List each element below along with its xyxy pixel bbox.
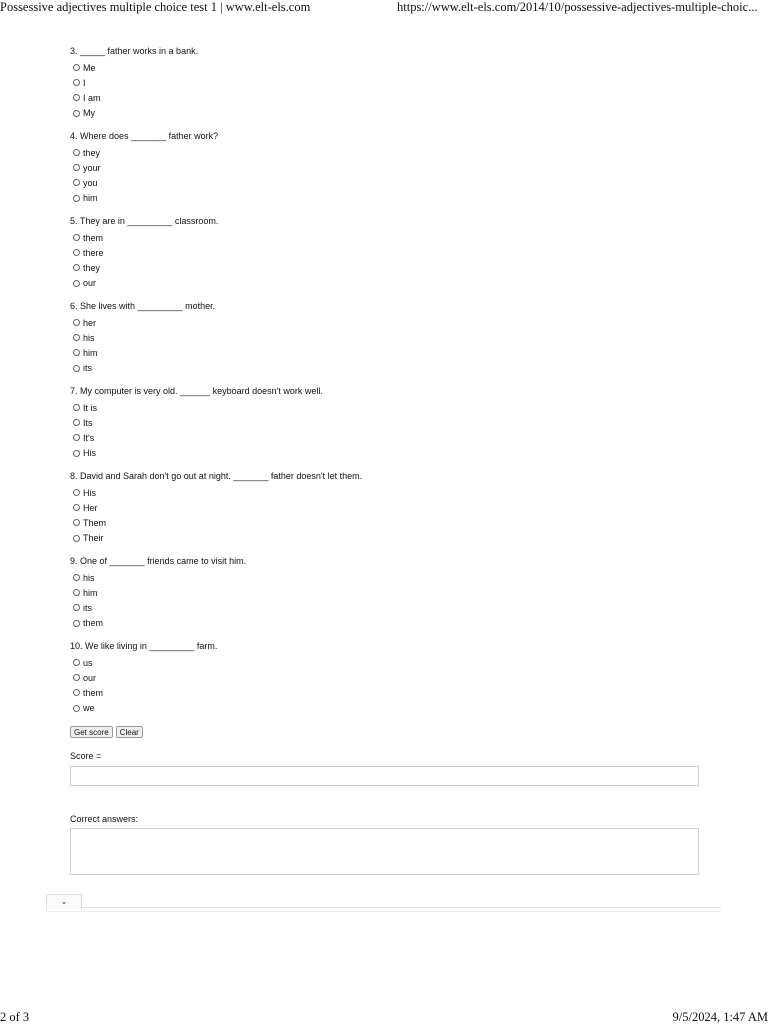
question-6 <box>70 300 710 385</box>
radio-button[interactable] <box>73 674 80 681</box>
question-text: 10. We like living in _________ farm. <box>70 640 710 655</box>
radio-button[interactable] <box>73 149 80 156</box>
radio-button[interactable] <box>73 659 80 666</box>
radio-button[interactable] <box>73 589 80 596</box>
radio-button[interactable] <box>73 365 80 372</box>
radio-button[interactable] <box>73 164 80 171</box>
option-label: It is <box>83 403 97 413</box>
question-4 <box>70 130 710 215</box>
correct-answers-field[interactable] <box>70 828 699 875</box>
radio-button[interactable] <box>73 604 80 611</box>
option-row[interactable] <box>70 106 710 121</box>
option-row[interactable] <box>70 175 710 190</box>
option-label: Their <box>83 533 104 543</box>
get-score-button[interactable]: Get score <box>70 726 113 738</box>
radio-button[interactable] <box>73 234 80 241</box>
radio-button[interactable] <box>73 249 80 256</box>
question-text: 9. One of _______ friends came to visit him. <box>70 555 710 570</box>
radio-button[interactable] <box>73 574 80 581</box>
question-text: 7. My computer is very old. ______ keyboard doesn't work well. <box>70 385 710 400</box>
option-label: her <box>83 318 96 328</box>
option-label: My <box>83 108 95 118</box>
option-row[interactable] <box>70 570 710 585</box>
option-row[interactable] <box>70 361 710 376</box>
question-text: 8. David and Sarah don't go out at night. _______ father doesn't let them. <box>70 470 710 485</box>
option-row[interactable] <box>70 616 710 631</box>
question-text: 4. Where does _______ father work? <box>70 130 710 145</box>
option-row[interactable] <box>70 585 710 600</box>
radio-button[interactable] <box>73 689 80 696</box>
question-text: 5. They are in _________ classroom. <box>70 215 710 230</box>
option-row[interactable] <box>70 600 710 615</box>
option-label: them <box>83 688 103 698</box>
option-label: its <box>83 363 92 373</box>
question-10 <box>70 640 710 725</box>
print-header-url: https://www.elt-els.com/2014/10/possessive-adjectives-multiple-choic... <box>397 0 768 15</box>
option-row[interactable] <box>70 276 710 291</box>
option-row[interactable] <box>70 245 710 260</box>
option-label: him <box>83 588 98 598</box>
collapse-tab[interactable] <box>46 894 82 909</box>
radio-button[interactable] <box>73 404 80 411</box>
option-row[interactable] <box>70 515 710 530</box>
option-label: Its <box>83 418 93 428</box>
option-row[interactable] <box>70 701 710 716</box>
radio-button[interactable] <box>73 620 80 627</box>
option-label: your <box>83 163 101 173</box>
option-label: us <box>83 658 93 668</box>
option-row[interactable] <box>70 160 710 175</box>
quiz-form <box>70 45 710 725</box>
option-row[interactable] <box>70 145 710 160</box>
radio-button[interactable] <box>73 319 80 326</box>
option-label: Her <box>83 503 98 513</box>
option-row[interactable] <box>70 500 710 515</box>
radio-button[interactable] <box>73 519 80 526</box>
option-label: his <box>83 333 95 343</box>
option-label: I am <box>83 93 101 103</box>
radio-button[interactable] <box>73 280 80 287</box>
option-row[interactable] <box>70 655 710 670</box>
radio-button[interactable] <box>73 489 80 496</box>
option-row[interactable] <box>70 415 710 430</box>
option-label: His <box>83 488 96 498</box>
option-label: his <box>83 573 95 583</box>
option-label: they <box>83 148 100 158</box>
option-label: Me <box>83 63 96 73</box>
option-label: them <box>83 618 103 628</box>
radio-button[interactable] <box>73 264 80 271</box>
radio-button[interactable] <box>73 334 80 341</box>
option-label: them <box>83 233 103 243</box>
option-label: we <box>83 703 95 713</box>
radio-button[interactable] <box>73 94 80 101</box>
option-row[interactable] <box>70 60 710 75</box>
option-row[interactable] <box>70 330 710 345</box>
question-8 <box>70 470 710 555</box>
option-row[interactable] <box>70 191 710 206</box>
option-label: him <box>83 193 98 203</box>
option-label: they <box>83 263 100 273</box>
option-row[interactable] <box>70 90 710 105</box>
radio-button[interactable] <box>73 179 80 186</box>
radio-button[interactable] <box>73 535 80 542</box>
option-row[interactable] <box>70 345 710 360</box>
clear-button[interactable]: Clear <box>116 726 143 738</box>
option-row[interactable] <box>70 260 710 275</box>
question-text: 6. She lives with _________ mother. <box>70 300 710 315</box>
option-row[interactable] <box>70 230 710 245</box>
option-row[interactable] <box>70 75 710 90</box>
option-label: His <box>83 448 96 458</box>
option-label: It's <box>83 433 94 443</box>
radio-button[interactable] <box>73 450 80 457</box>
radio-button[interactable] <box>73 64 80 71</box>
option-row[interactable] <box>70 531 710 546</box>
radio-button[interactable] <box>73 79 80 86</box>
option-label: there <box>83 248 104 258</box>
option-label: our <box>83 673 96 683</box>
radio-button[interactable] <box>73 434 80 441</box>
option-row[interactable] <box>70 485 710 500</box>
option-label: you <box>83 178 98 188</box>
option-row[interactable] <box>70 670 710 685</box>
score-field[interactable] <box>70 766 699 786</box>
option-row[interactable] <box>70 430 710 445</box>
page-number: 2 of 3 <box>0 1010 29 1025</box>
option-label: him <box>83 348 98 358</box>
option-row[interactable] <box>70 685 710 700</box>
tab-bar <box>46 907 721 912</box>
option-row[interactable] <box>70 315 710 330</box>
radio-button[interactable] <box>73 110 80 117</box>
option-label: its <box>83 603 92 613</box>
option-label: our <box>83 278 96 288</box>
question-7 <box>70 385 710 470</box>
print-datetime: 9/5/2024, 1:47 AM <box>673 1010 768 1025</box>
question-5 <box>70 215 710 300</box>
print-header-title: Possessive adjectives multiple choice test 1 | www.elt-els.com <box>0 0 310 15</box>
option-row[interactable] <box>70 400 710 415</box>
question-9 <box>70 555 710 640</box>
option-row[interactable] <box>70 446 710 461</box>
option-label: I <box>83 78 86 88</box>
score-label: Score = <box>70 751 101 761</box>
radio-button[interactable] <box>73 705 80 712</box>
radio-button[interactable] <box>73 504 80 511</box>
question-text: 3. _____ father works in a bank. <box>70 45 710 60</box>
radio-button[interactable] <box>73 349 80 356</box>
option-label: Them <box>83 518 106 528</box>
radio-button[interactable] <box>73 419 80 426</box>
radio-button[interactable] <box>73 195 80 202</box>
question-3 <box>70 45 710 130</box>
quiz-buttons <box>70 726 143 738</box>
chevron-down-icon: ⌄ <box>61 898 68 906</box>
correct-answers-label: Correct answers: <box>70 814 138 824</box>
